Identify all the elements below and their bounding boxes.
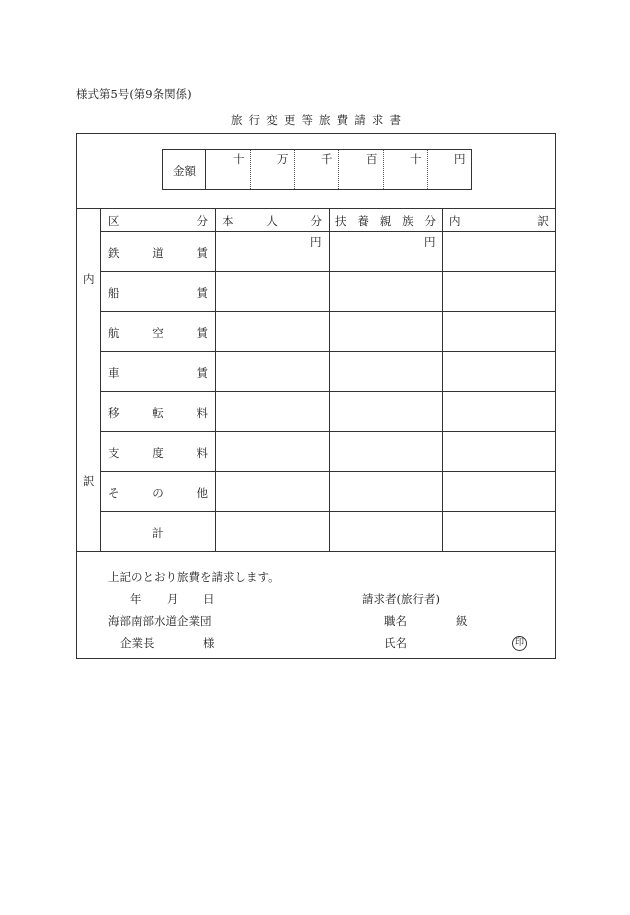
date-year-label: 年 <box>130 592 142 606</box>
row-divider <box>100 391 556 392</box>
amount-unit-thousand: 千 <box>321 152 333 166</box>
title-char: 請 <box>354 113 366 127</box>
amount-label-divider <box>205 149 206 190</box>
row-label-car: 車 賃 <box>108 366 208 380</box>
title-char: 変 <box>266 113 278 127</box>
column-divider <box>215 208 216 551</box>
row-label-other: そ の 他 <box>108 486 208 500</box>
row-label-air: 航 空 賃 <box>108 326 208 340</box>
recipient-title: 企業長 <box>120 636 155 650</box>
header-dependents: 扶 養 親 族 分 <box>335 214 436 228</box>
title-char: 旅 <box>231 113 243 127</box>
row-divider <box>100 311 556 312</box>
amount-unit-ten: 十 <box>233 152 245 166</box>
amount-unit-ten: 十 <box>410 152 422 166</box>
column-divider <box>442 208 443 551</box>
header-self: 本 人 分 <box>222 214 322 228</box>
row-label-relocation: 移 転 料 <box>108 406 208 420</box>
claim-statement: 上記のとおり旅費を請求します。 <box>108 570 280 584</box>
position-label: 職名 <box>384 614 407 628</box>
title-char: 書 <box>389 113 401 127</box>
self-yen-mark: 円 <box>310 235 322 249</box>
row-label-railway: 鉄 道 賃 <box>108 246 208 260</box>
header-category: 区 分 <box>108 214 208 228</box>
amount-unit-hundred: 百 <box>366 152 378 166</box>
claimant-label: 請求者(旅行者) <box>362 592 440 606</box>
row-divider <box>100 271 556 272</box>
name-label: 氏名 <box>384 636 407 650</box>
side-label-divider <box>100 208 101 551</box>
amount-unit-ten-thousand: 万 <box>277 152 289 166</box>
amount-digit-divider <box>427 150 428 189</box>
footer-top-border <box>76 551 556 552</box>
title-char: 旅 <box>319 113 331 127</box>
title-char: 費 <box>336 113 349 127</box>
amount-digit-divider <box>250 150 251 189</box>
row-divider <box>100 511 556 512</box>
row-label-preparation: 支 度 料 <box>108 446 208 460</box>
breakdown-top-border <box>76 208 556 209</box>
row-divider <box>100 231 556 232</box>
title-char: 等 <box>301 113 313 127</box>
amount-box <box>162 149 472 190</box>
row-divider <box>100 351 556 352</box>
title-char: 求 <box>371 113 384 127</box>
grade-label: 級 <box>456 614 468 628</box>
recipient-org: 海部南部水道企業団 <box>108 614 212 628</box>
header-details: 内 訳 <box>449 214 549 228</box>
side-label-bottom: 訳 <box>83 474 95 488</box>
row-label-total: 計 <box>152 526 164 540</box>
amount-unit-yen: 円 <box>454 152 466 166</box>
amount-digit-divider <box>338 150 339 189</box>
seal-mark-icon: 印 <box>512 634 527 651</box>
date-month-label: 月 <box>167 592 179 606</box>
column-divider <box>329 208 330 551</box>
side-label-top: 内 <box>83 272 95 286</box>
amount-digit-divider <box>383 150 384 189</box>
row-divider <box>100 471 556 472</box>
dependents-yen-mark: 円 <box>424 235 436 249</box>
document-title <box>231 112 401 128</box>
title-char: 行 <box>248 113 261 127</box>
recipient-honorific: 様 <box>203 636 215 650</box>
amount-digit-divider <box>294 150 295 189</box>
date-day-label: 日 <box>203 592 215 606</box>
title-char: 更 <box>283 113 296 127</box>
form-number-label: 様式第5号(第9条関係) <box>76 87 192 101</box>
row-divider <box>100 431 556 432</box>
amount-label: 金額 <box>173 164 196 178</box>
row-label-ship: 船 賃 <box>108 286 208 300</box>
